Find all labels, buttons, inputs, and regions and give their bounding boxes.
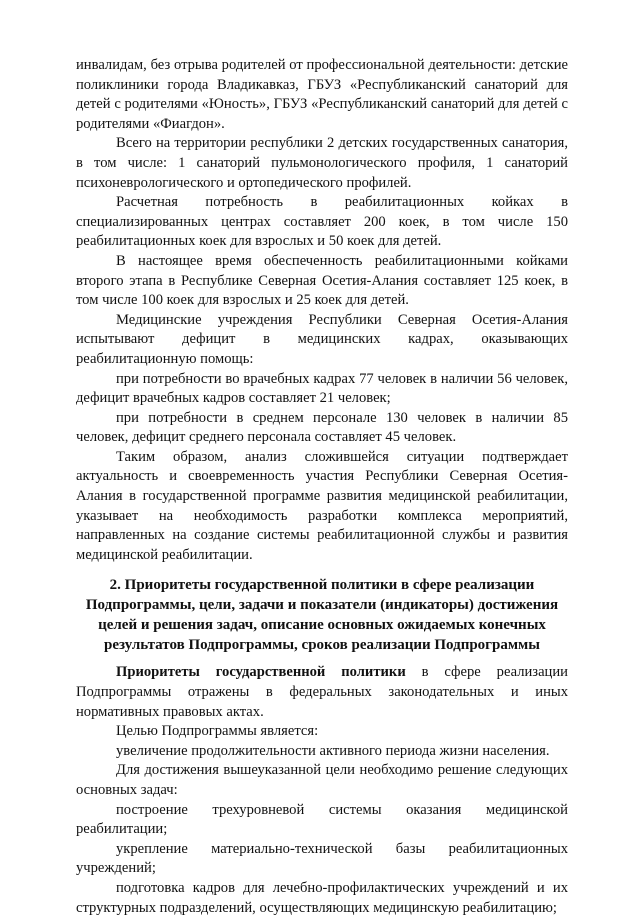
paragraph: инвалидам, без отрыва родителей от профессиональной деятельности: детские поликлиники города Владикавказ, ГБУЗ «Республиканский санаторий для детей с родителями «Юность», ГБУЗ «Республиканский санаторий для детей с родителями «Фиагдон». xyxy=(76,57,568,132)
paragraph: В настоящее время обеспеченность реабилитационными койками второго этапа в Республике Северная Осетия-Алания составляет 125 коек, в том числе 100 коек для взрослых и 25 коек для детей. xyxy=(76,252,568,309)
paragraph: подготовка кадров для лечебно-профилактических учреждений и их структурных подразделений, осуществляющих медицинскую реабилитацию; xyxy=(76,879,568,916)
paragraph: укрепление материально-технической базы реабилитационных учреждений; xyxy=(76,840,568,877)
paragraph: построение трехуровневой системы оказания медицинской реабилитации; xyxy=(76,801,568,838)
paragraph: Всего на территории республики 2 детских государственных санатория, в том числе: 1 санаторий пульмонологического профиля, 1 санаторий психоневрологического и ортопедического профилей. xyxy=(76,135,568,191)
paragraph-rest: в сфере реализации Подпрограммы отражены в федеральных законодательных и иных нормативных правовых актах. xyxy=(76,664,568,720)
bold-lead: Приоритеты государственной политики xyxy=(116,664,406,681)
paragraph: Расчетная потребность в реабилитационных койках в специализированных центрах составляет 200 коек, в том числе 150 реабилитационных коек для взрослых и 50 коек для детей. xyxy=(76,194,568,250)
paragraph: при потребности во врачебных кадрах 77 человек в наличии 56 человек, дефицит врачебных кадров составляет 21 человек; xyxy=(76,370,568,407)
paragraph xyxy=(76,663,568,722)
paragraph: Таким образом, анализ сложившейся ситуации подтверждает актуальность и своевременность участия Республики Северная Осетия-Алания в государственной программе развития медицинской реабилитации, указывает на необходимость разработки комплекса мероприятий, направленных на создание системы реабилитационной службы и развития медицинской реабилитации. xyxy=(76,448,568,563)
section-heading: 2. Приоритеты государственной политики в сфере реализации Подпрограммы, цели, задачи и показатели (индикаторы) достижения целей и решения задач, описание основных ожидаемых конечных результатов Подпрограммы, сроков реализации Подпрограммы xyxy=(85,577,559,654)
paragraph: Целью Подпрограммы является: xyxy=(116,723,319,740)
paragraph: Для достижения вышеуказанной цели необходимо решение следующих основных задач: xyxy=(76,762,568,798)
paragraph: Медицинские учреждения Республики Северная Осетия-Алания испытывают дефицит в медицинских кадрах, оказывающих реабилитационную помощь: xyxy=(76,311,568,367)
document-page xyxy=(76,56,568,918)
paragraph: при потребности в среднем персонале 130 человек в наличии 85 человек, дефицит среднего персонала составляет 45 человек. xyxy=(76,409,568,446)
paragraph: увеличение продолжительности активного периода жизни населения. xyxy=(116,742,550,759)
